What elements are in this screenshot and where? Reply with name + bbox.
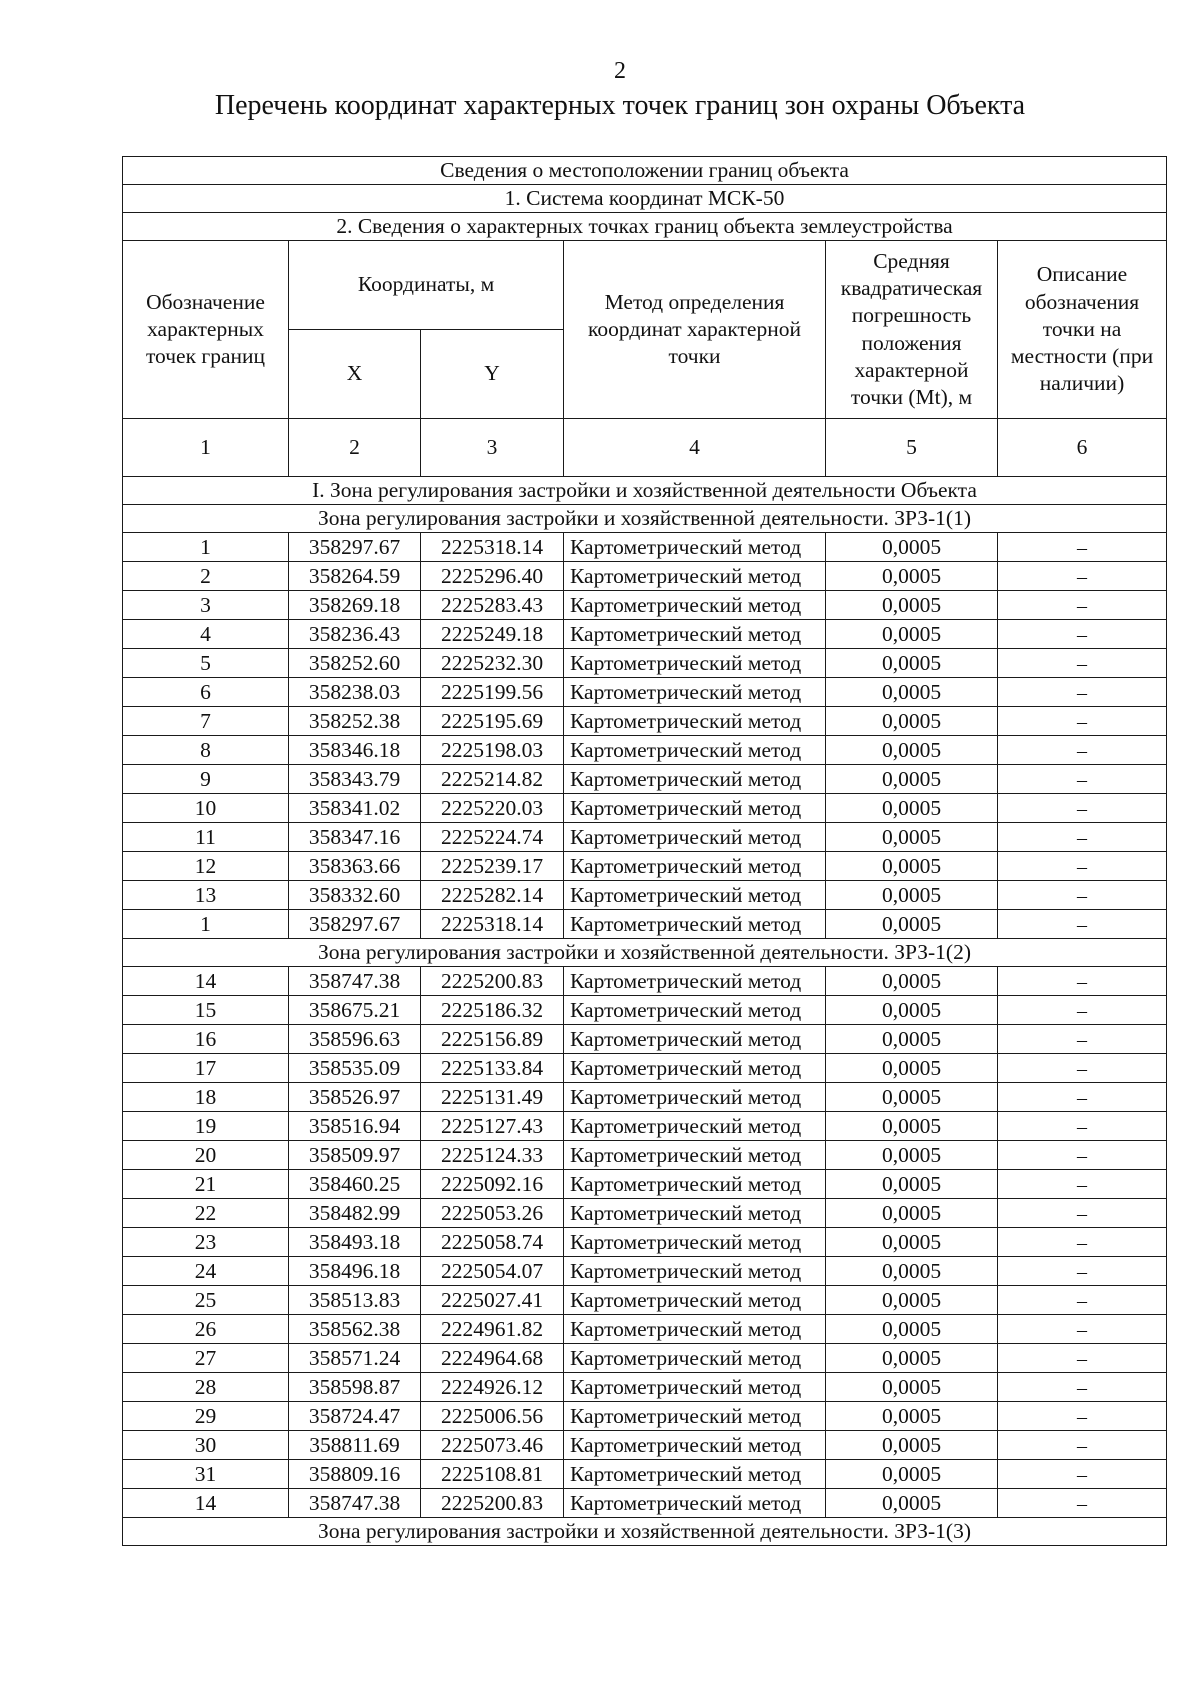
error-value: 0,0005 <box>826 1054 998 1083</box>
point-number: 6 <box>123 678 289 707</box>
error-value: 0,0005 <box>826 1286 998 1315</box>
y-coordinate: 2225073.46 <box>421 1431 564 1460</box>
x-coordinate: 358332.60 <box>289 881 421 910</box>
description: – <box>998 910 1167 939</box>
method: Картометрический метод <box>564 707 826 736</box>
table-row <box>123 678 1167 707</box>
point-number: 28 <box>123 1373 289 1402</box>
error-value: 0,0005 <box>826 910 998 939</box>
y-coordinate: 2225214.82 <box>421 765 564 794</box>
description: – <box>998 1431 1167 1460</box>
description: – <box>998 852 1167 881</box>
description: – <box>998 620 1167 649</box>
error-value: 0,0005 <box>826 823 998 852</box>
error-value: 0,0005 <box>826 881 998 910</box>
zone-title: Зона регулирования застройки и хозяйственной деятельности. ЗРЗ-1(1) <box>123 505 1167 533</box>
description: – <box>998 1489 1167 1518</box>
table-row <box>123 649 1167 678</box>
method: Картометрический метод <box>564 678 826 707</box>
x-coordinate: 358341.02 <box>289 794 421 823</box>
x-coordinate: 358236.43 <box>289 620 421 649</box>
point-number: 20 <box>123 1141 289 1170</box>
method: Картометрический метод <box>564 562 826 591</box>
y-coordinate: 2225200.83 <box>421 967 564 996</box>
error-value: 0,0005 <box>826 678 998 707</box>
description: – <box>998 1460 1167 1489</box>
x-coordinate: 358269.18 <box>289 591 421 620</box>
point-number: 18 <box>123 1083 289 1112</box>
description: – <box>998 967 1167 996</box>
method: Картометрический метод <box>564 1315 826 1344</box>
header-section-title: Сведения о местоположении границ объекта <box>123 157 1167 185</box>
table-row <box>123 562 1167 591</box>
y-coordinate: 2225282.14 <box>421 881 564 910</box>
x-coordinate: 358724.47 <box>289 1402 421 1431</box>
description: – <box>998 1170 1167 1199</box>
table-row <box>123 620 1167 649</box>
x-coordinate: 358526.97 <box>289 1083 421 1112</box>
y-coordinate: 2225127.43 <box>421 1112 564 1141</box>
error-value: 0,0005 <box>826 1257 998 1286</box>
table-row <box>123 823 1167 852</box>
error-value: 0,0005 <box>826 1402 998 1431</box>
method: Картометрический метод <box>564 1083 826 1112</box>
error-value: 0,0005 <box>826 1141 998 1170</box>
x-coordinate: 358513.83 <box>289 1286 421 1315</box>
table-row <box>123 707 1167 736</box>
point-number: 22 <box>123 1199 289 1228</box>
method: Картометрический метод <box>564 1141 826 1170</box>
point-number: 3 <box>123 591 289 620</box>
y-coordinate: 2225027.41 <box>421 1286 564 1315</box>
table-row <box>123 1228 1167 1257</box>
description: – <box>998 1373 1167 1402</box>
error-value: 0,0005 <box>826 765 998 794</box>
y-coordinate: 2225220.03 <box>421 794 564 823</box>
y-coordinate: 2224964.68 <box>421 1344 564 1373</box>
page-number: 2 <box>614 58 626 84</box>
x-coordinate: 358562.38 <box>289 1315 421 1344</box>
point-number: 1 <box>123 533 289 562</box>
description: – <box>998 649 1167 678</box>
method: Картометрический метод <box>564 1170 826 1199</box>
x-coordinate: 358496.18 <box>289 1257 421 1286</box>
method: Картометрический метод <box>564 1431 826 1460</box>
table-row <box>123 591 1167 620</box>
section-title: I. Зона регулирования застройки и хозяйственной деятельности Объекта <box>123 477 1167 505</box>
x-coordinate: 358493.18 <box>289 1228 421 1257</box>
description: – <box>998 1141 1167 1170</box>
y-coordinate: 2225224.74 <box>421 823 564 852</box>
description: – <box>998 881 1167 910</box>
point-number: 4 <box>123 620 289 649</box>
header-y: Y <box>421 330 564 419</box>
x-coordinate: 358516.94 <box>289 1112 421 1141</box>
y-coordinate: 2225054.07 <box>421 1257 564 1286</box>
method: Картометрический метод <box>564 1373 826 1402</box>
method: Картометрический метод <box>564 910 826 939</box>
header-designation: Обозначение характерных точек границ <box>123 241 289 419</box>
table-row <box>123 1431 1167 1460</box>
table-row <box>123 533 1167 562</box>
method: Картометрический метод <box>564 852 826 881</box>
column-number: 1 <box>123 419 289 477</box>
y-coordinate: 2225239.17 <box>421 852 564 881</box>
error-value: 0,0005 <box>826 852 998 881</box>
description: – <box>998 1199 1167 1228</box>
y-coordinate: 2225318.14 <box>421 533 564 562</box>
y-coordinate: 2225156.89 <box>421 1025 564 1054</box>
error-value: 0,0005 <box>826 707 998 736</box>
table-row <box>123 1141 1167 1170</box>
error-value: 0,0005 <box>826 1170 998 1199</box>
column-number: 3 <box>421 419 564 477</box>
table-row <box>123 910 1167 939</box>
point-number: 25 <box>123 1286 289 1315</box>
error-value: 0,0005 <box>826 1489 998 1518</box>
table-row <box>123 1315 1167 1344</box>
point-number: 13 <box>123 881 289 910</box>
method: Картометрический метод <box>564 794 826 823</box>
point-number: 5 <box>123 649 289 678</box>
description: – <box>998 823 1167 852</box>
x-coordinate: 358596.63 <box>289 1025 421 1054</box>
x-coordinate: 358747.38 <box>289 967 421 996</box>
description: – <box>998 1083 1167 1112</box>
point-number: 12 <box>123 852 289 881</box>
x-coordinate: 358297.67 <box>289 533 421 562</box>
method: Картометрический метод <box>564 1112 826 1141</box>
table-row <box>123 1460 1167 1489</box>
description: – <box>998 794 1167 823</box>
table-row <box>123 1199 1167 1228</box>
method: Картометрический метод <box>564 1402 826 1431</box>
table-row <box>123 1344 1167 1373</box>
point-number: 16 <box>123 1025 289 1054</box>
zone-title: Зона регулирования застройки и хозяйственной деятельности. ЗРЗ-1(3) <box>123 1518 1167 1546</box>
description: – <box>998 1228 1167 1257</box>
error-value: 0,0005 <box>826 591 998 620</box>
description: – <box>998 1286 1167 1315</box>
table-row <box>123 736 1167 765</box>
header-description: Описание обозначения точки на местности (при наличии) <box>998 241 1167 419</box>
error-value: 0,0005 <box>826 1228 998 1257</box>
x-coordinate: 358297.67 <box>289 910 421 939</box>
description: – <box>998 1257 1167 1286</box>
column-number: 2 <box>289 419 421 477</box>
x-coordinate: 358675.21 <box>289 996 421 1025</box>
x-coordinate: 358252.60 <box>289 649 421 678</box>
table-row <box>123 1025 1167 1054</box>
error-value: 0,0005 <box>826 1431 998 1460</box>
table-row <box>123 881 1167 910</box>
y-coordinate: 2225232.30 <box>421 649 564 678</box>
method: Картометрический метод <box>564 620 826 649</box>
error-value: 0,0005 <box>826 562 998 591</box>
table-row <box>123 1373 1167 1402</box>
description: – <box>998 1402 1167 1431</box>
method: Картометрический метод <box>564 649 826 678</box>
x-coordinate: 358346.18 <box>289 736 421 765</box>
point-number: 24 <box>123 1257 289 1286</box>
table-row <box>123 1489 1167 1518</box>
x-coordinate: 358747.38 <box>289 1489 421 1518</box>
point-number: 10 <box>123 794 289 823</box>
point-number: 26 <box>123 1315 289 1344</box>
point-number: 14 <box>123 967 289 996</box>
method: Картометрический метод <box>564 1257 826 1286</box>
table-row <box>123 1402 1167 1431</box>
zone-title: Зона регулирования застройки и хозяйственной деятельности. ЗРЗ-1(2) <box>123 939 1167 967</box>
y-coordinate: 2225124.33 <box>421 1141 564 1170</box>
error-value: 0,0005 <box>826 967 998 996</box>
y-coordinate: 2224926.12 <box>421 1373 564 1402</box>
error-value: 0,0005 <box>826 1344 998 1373</box>
x-coordinate: 358535.09 <box>289 1054 421 1083</box>
error-value: 0,0005 <box>826 736 998 765</box>
description: – <box>998 1344 1167 1373</box>
point-number: 31 <box>123 1460 289 1489</box>
point-number: 7 <box>123 707 289 736</box>
description: – <box>998 996 1167 1025</box>
table-row <box>123 1054 1167 1083</box>
method: Картометрический метод <box>564 1489 826 1518</box>
description: – <box>998 736 1167 765</box>
description: – <box>998 1112 1167 1141</box>
point-number: 23 <box>123 1228 289 1257</box>
table-row <box>123 996 1167 1025</box>
x-coordinate: 358509.97 <box>289 1141 421 1170</box>
y-coordinate: 2225133.84 <box>421 1054 564 1083</box>
header-coordinates: Координаты, м <box>289 241 564 330</box>
x-coordinate: 358363.66 <box>289 852 421 881</box>
x-coordinate: 358598.87 <box>289 1373 421 1402</box>
document-title: Перечень координат характерных точек границ зон охраны Объекта <box>214 90 1026 121</box>
y-coordinate: 2225006.56 <box>421 1402 564 1431</box>
y-coordinate: 2225318.14 <box>421 910 564 939</box>
column-number-row <box>123 419 1167 477</box>
x-coordinate: 358252.38 <box>289 707 421 736</box>
method: Картометрический метод <box>564 533 826 562</box>
column-number: 6 <box>998 419 1167 477</box>
error-value: 0,0005 <box>826 649 998 678</box>
table-row <box>123 1170 1167 1199</box>
point-number: 14 <box>123 1489 289 1518</box>
y-coordinate: 2225283.43 <box>421 591 564 620</box>
description: – <box>998 707 1167 736</box>
point-number: 11 <box>123 823 289 852</box>
y-coordinate: 2225092.16 <box>421 1170 564 1199</box>
y-coordinate: 2225186.32 <box>421 996 564 1025</box>
y-coordinate: 2225198.03 <box>421 736 564 765</box>
method: Картометрический метод <box>564 881 826 910</box>
x-coordinate: 358238.03 <box>289 678 421 707</box>
method: Картометрический метод <box>564 967 826 996</box>
error-value: 0,0005 <box>826 620 998 649</box>
x-coordinate: 358809.16 <box>289 1460 421 1489</box>
x-coordinate: 358264.59 <box>289 562 421 591</box>
method: Картометрический метод <box>564 1199 826 1228</box>
table-row <box>123 1083 1167 1112</box>
point-number: 21 <box>123 1170 289 1199</box>
x-coordinate: 358343.79 <box>289 765 421 794</box>
point-number: 30 <box>123 1431 289 1460</box>
method: Картометрический метод <box>564 736 826 765</box>
table-row <box>123 1286 1167 1315</box>
point-number: 29 <box>123 1402 289 1431</box>
description: – <box>998 765 1167 794</box>
point-number: 9 <box>123 765 289 794</box>
description: – <box>998 533 1167 562</box>
description: – <box>998 678 1167 707</box>
table-row <box>123 765 1167 794</box>
coord-system-row: 1. Система координат МСК-50 <box>123 185 1167 213</box>
y-coordinate: 2224961.82 <box>421 1315 564 1344</box>
y-coordinate: 2225249.18 <box>421 620 564 649</box>
point-number: 17 <box>123 1054 289 1083</box>
coordinates-table <box>122 156 1167 1546</box>
table-row <box>123 794 1167 823</box>
method: Картометрический метод <box>564 1344 826 1373</box>
point-number: 2 <box>123 562 289 591</box>
coordinates-table-body <box>123 157 1167 1546</box>
method: Картометрический метод <box>564 1228 826 1257</box>
table-row <box>123 852 1167 881</box>
method: Картометрический метод <box>564 823 826 852</box>
error-value: 0,0005 <box>826 1025 998 1054</box>
x-coordinate: 358571.24 <box>289 1344 421 1373</box>
x-coordinate: 358460.25 <box>289 1170 421 1199</box>
column-number: 5 <box>826 419 998 477</box>
point-number: 15 <box>123 996 289 1025</box>
error-value: 0,0005 <box>826 1199 998 1228</box>
error-value: 0,0005 <box>826 1460 998 1489</box>
y-coordinate: 2225200.83 <box>421 1489 564 1518</box>
header-error: Средняя квадратическая погрешность положения характерной точки (Mt), м <box>826 241 998 419</box>
error-value: 0,0005 <box>826 996 998 1025</box>
method: Картометрический метод <box>564 765 826 794</box>
description: – <box>998 591 1167 620</box>
header-x: X <box>289 330 421 419</box>
point-number: 8 <box>123 736 289 765</box>
y-coordinate: 2225058.74 <box>421 1228 564 1257</box>
error-value: 0,0005 <box>826 533 998 562</box>
method: Картометрический метод <box>564 1286 826 1315</box>
error-value: 0,0005 <box>826 1083 998 1112</box>
method: Картометрический метод <box>564 996 826 1025</box>
table-row <box>123 967 1167 996</box>
description: – <box>998 1025 1167 1054</box>
point-number: 1 <box>123 910 289 939</box>
description: – <box>998 1315 1167 1344</box>
y-coordinate: 2225296.40 <box>421 562 564 591</box>
y-coordinate: 2225199.56 <box>421 678 564 707</box>
point-number: 27 <box>123 1344 289 1373</box>
error-value: 0,0005 <box>826 1373 998 1402</box>
table-row <box>123 1112 1167 1141</box>
column-number: 4 <box>564 419 826 477</box>
x-coordinate: 358347.16 <box>289 823 421 852</box>
method: Картометрический метод <box>564 591 826 620</box>
x-coordinate: 358482.99 <box>289 1199 421 1228</box>
description: – <box>998 562 1167 591</box>
y-coordinate: 2225053.26 <box>421 1199 564 1228</box>
description: – <box>998 1054 1167 1083</box>
header-method: Метод определения координат характерной точки <box>564 241 826 419</box>
point-number: 19 <box>123 1112 289 1141</box>
method: Картометрический метод <box>564 1460 826 1489</box>
y-coordinate: 2225195.69 <box>421 707 564 736</box>
error-value: 0,0005 <box>826 794 998 823</box>
table-row <box>123 1257 1167 1286</box>
error-value: 0,0005 <box>826 1112 998 1141</box>
method: Картометрический метод <box>564 1025 826 1054</box>
points-info-row: 2. Сведения о характерных точках границ объекта землеустройства <box>123 213 1167 241</box>
method: Картометрический метод <box>564 1054 826 1083</box>
error-value: 0,0005 <box>826 1315 998 1344</box>
y-coordinate: 2225131.49 <box>421 1083 564 1112</box>
x-coordinate: 358811.69 <box>289 1431 421 1460</box>
y-coordinate: 2225108.81 <box>421 1460 564 1489</box>
